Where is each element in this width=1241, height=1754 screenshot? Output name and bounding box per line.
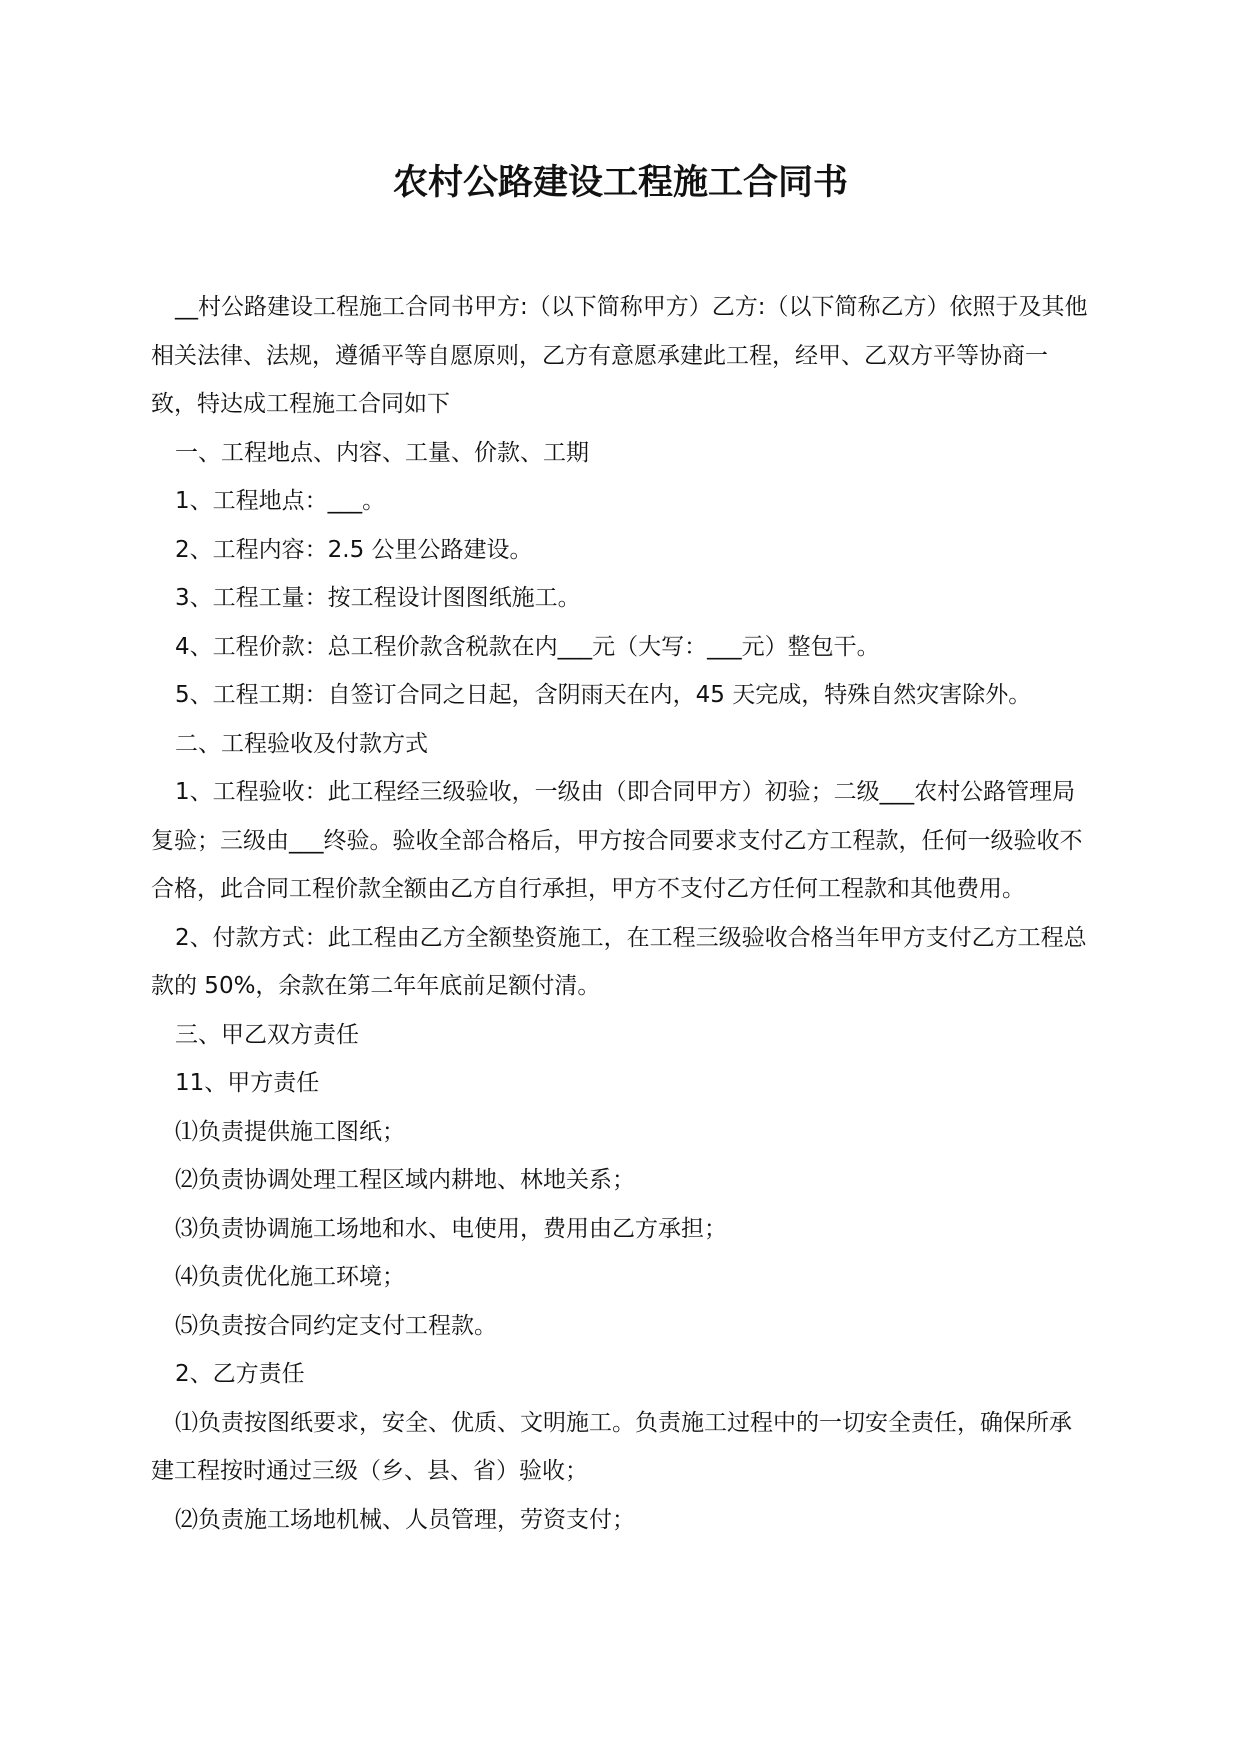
- section-heading-3: 三、甲乙双方责任: [175, 1021, 359, 1048]
- clause-1-2: 2、工程内容：2.5 公里公路建设。: [175, 536, 533, 563]
- clause-1-4: 4、工程价款：总工程价款含税款在内___元（大写：___元）整包干。: [175, 633, 880, 660]
- section-heading-1: 一、工程地点、内容、工量、价款、工期: [175, 439, 589, 466]
- party-a-item-5: ⑸负责按合同约定支付工程款。: [175, 1312, 497, 1339]
- party-a-item-3: ⑶负责协调施工场地和水、电使用，费用由乙方承担；: [175, 1215, 727, 1242]
- party-b-item-1: ⑴负责按图纸要求，安全、优质、文明施工。负责施工过程中的一切安全责任，确保所承建工程按时通过三级（乡、县、省）验收；: [151, 1409, 1072, 1484]
- document-body: [151, 283, 1091, 1544]
- party-b-item-2: ⑵负责施工场地机械、人员管理，劳资支付；: [175, 1506, 635, 1533]
- clause-1-3: 3、工程工量：按工程设计图图纸施工。: [175, 585, 581, 611]
- clause-2-1: 1、工程验收：此工程经三级验收，一级由（即合同甲方）初验；二级___农村公路管理局复验；三级由___终验。验收全部合格后，甲方按合同要求支付乙方工程款，任何一级验收不合格，此合同工程价款全额由乙方自行承担，甲方不支付乙方任何工程款和其他费用。: [151, 779, 1083, 902]
- party-a-item-2: ⑵负责协调处理工程区域内耕地、林地关系；: [175, 1167, 635, 1193]
- clause-1-1: 1、工程地点：___。: [175, 488, 386, 514]
- clause-2-2: 2、付款方式：此工程由乙方全额垫资施工，在工程三级验收合格当年甲方支付乙方工程总款的 50%，余款在第二年年底前足额付清。: [151, 924, 1087, 999]
- section-heading-2: 二、工程验收及付款方式: [175, 730, 428, 757]
- intro-paragraph: __村公路建设工程施工合同书甲方:（以下简称甲方）乙方:（以下简称乙方）依照于及其他相关法律、法规，遵循平等自愿原则，乙方有意愿承建此工程，经甲、乙双方平等协商一致，特达成工程施工合同如下: [151, 294, 1088, 417]
- party-a-item-1: ⑴负责提供施工图纸；: [175, 1118, 405, 1145]
- clause-1-5: 5、工程工期：自签订合同之日起，含阴雨天在内，45 天完成，特殊自然灾害除外。: [175, 682, 1032, 708]
- subsection-party-b: 2、乙方责任: [175, 1361, 305, 1387]
- subsection-party-a: 11、甲方责任: [175, 1070, 320, 1096]
- document-title: 农村公路建设工程施工合同书: [392, 163, 848, 203]
- party-a-item-4: ⑷负责优化施工环境；: [175, 1264, 405, 1290]
